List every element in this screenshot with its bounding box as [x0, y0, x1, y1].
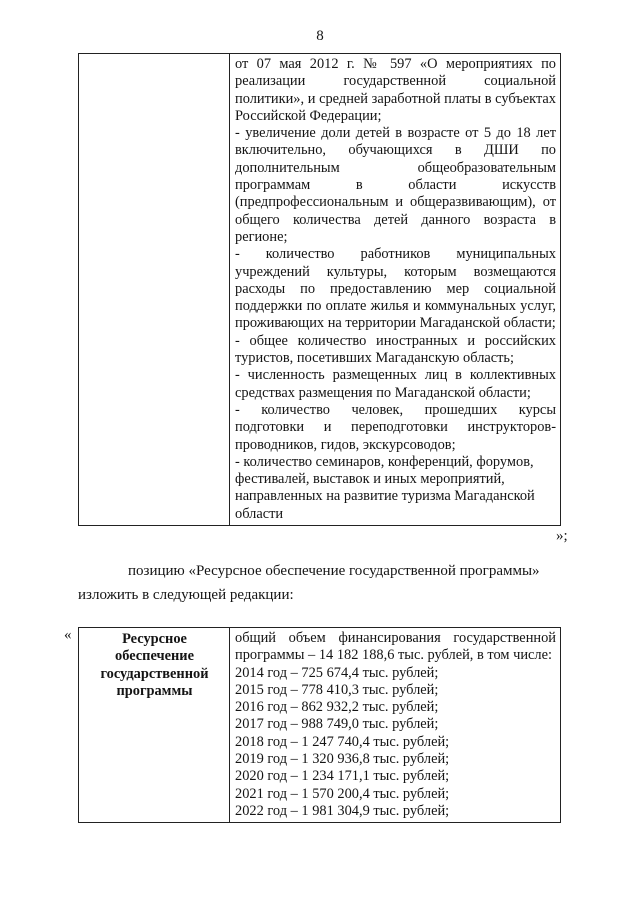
year-funding: 2015 год – 778 410,3 тыс. рублей;	[235, 681, 439, 698]
indicator-item: от 07 мая 2012 г. № 597 «О мероприятиях по реализации государственной социальной политики», и средней заработной платы в субъектах Российской Федерации;	[235, 56, 556, 124]
year-funding: 2014 год – 725 674,4 тыс. рублей;	[235, 664, 439, 681]
table-row	[79, 54, 561, 526]
indicators-table	[78, 53, 561, 526]
indicator-item: - количество работников муниципальных учреждений культуры, которым возмещаются расходы по предоставлению мер социальной поддержки по оплате жилья и коммунальных услуг, проживающих на территории Магаданской области;	[235, 246, 556, 332]
empty-left-cell	[79, 54, 230, 526]
indicator-item: - общее количество иностранных и российских туристов, посетивших Магаданскую область;	[235, 332, 556, 367]
year-funding: 2016 год – 862 932,2 тыс. рублей;	[235, 699, 439, 716]
paragraph-line-1: позицию «Ресурсное обеспечение государственной программы»	[128, 563, 540, 579]
indicator-item: - увеличение доли детей в возрасте от 5 до 18 лет включительно, обучающихся в ДШИ по дополнительным общеобразовательным программам в области искусств (предпрофессиональным и общеразвивающим), от общего количества детей данного возраста в регионе;	[235, 125, 556, 245]
indicator-item: - количество семинаров, конференций, форумов, фестивалей, выставок и иных мероприятий, направленных на развитие туризма Магаданской области	[235, 453, 535, 522]
resource-heading-cell	[79, 628, 230, 823]
page-number: 8	[316, 28, 324, 44]
paragraph-line-2: изложить в следующей редакции:	[78, 587, 294, 603]
year-funding: 2017 год – 988 749,0 тыс. рублей;	[235, 716, 439, 733]
table-row	[79, 628, 561, 823]
year-funding: 2019 год – 1 320 936,8 тыс. рублей;	[235, 751, 450, 768]
opening-quote: «	[64, 627, 72, 643]
year-funding: 2018 год – 1 247 740,4 тыс. рублей;	[235, 733, 450, 750]
indicators-cell	[230, 54, 561, 526]
year-funding: 2022 год – 1 981 304,9 тыс. рублей;	[235, 802, 450, 819]
funding-intro: общий объем финансирования государственной программы – 14 182 188,6 тыс. рублей, в том числе:	[235, 630, 556, 664]
closing-quote: »;	[556, 528, 568, 544]
resource-table	[78, 627, 561, 823]
resource-values-cell	[230, 628, 561, 823]
indicator-item: - численность размещенных лиц в коллективных средствах размещения по Магаданской области;	[235, 367, 556, 401]
year-funding: 2020 год – 1 234 171,1 тыс. рублей;	[235, 768, 450, 785]
indicator-item: - количество человек, прошедших курсы подготовки и переподготовки инструкторов-проводников, гидов, экскурсоводов;	[235, 401, 556, 453]
year-funding: 2021 год – 1 570 200,4 тыс. рублей;	[235, 785, 450, 802]
resource-heading: Ресурсное обеспечение государственной программы	[100, 631, 209, 699]
